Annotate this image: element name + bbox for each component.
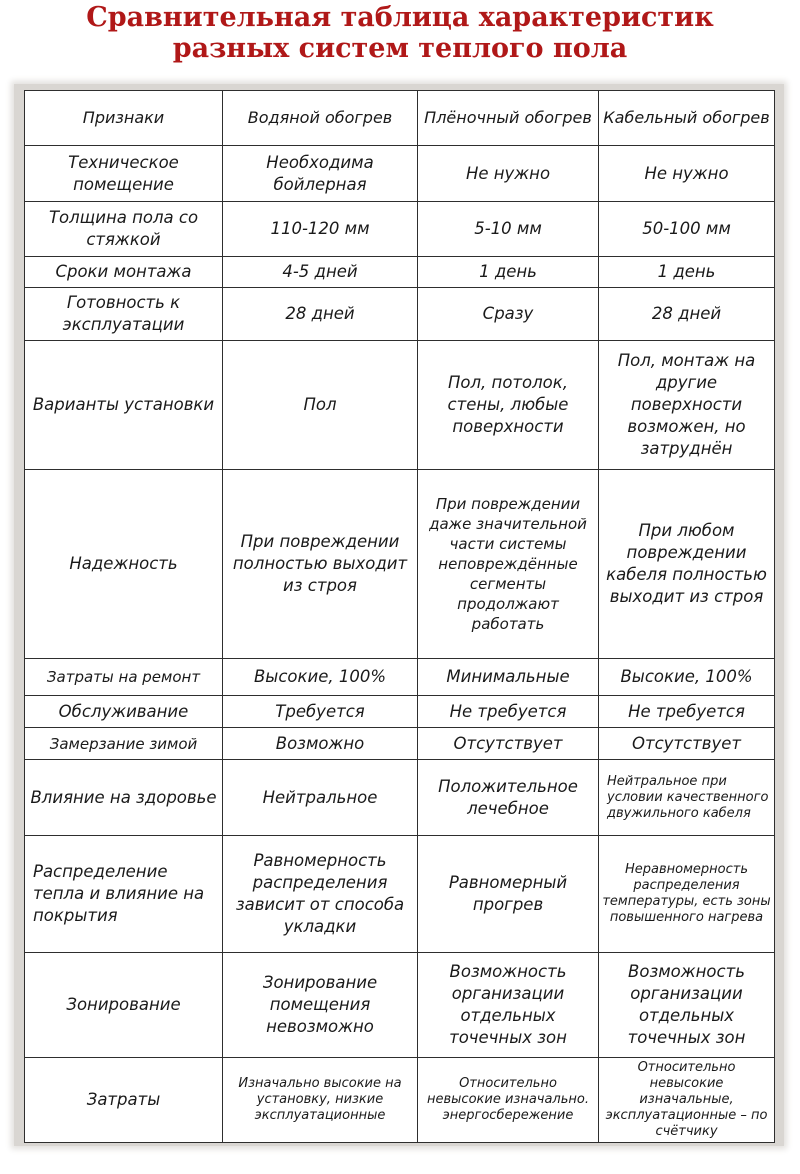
- cell-cable: Высокие, 100%: [599, 659, 775, 696]
- cell-film: Не нужно: [418, 146, 599, 202]
- cell-water: 4-5 дней: [223, 257, 418, 288]
- table-row: [25, 341, 775, 470]
- cell-cable: Возможность организации отдельных точечных зон: [599, 953, 775, 1058]
- cell-film: Равномерный прогрев: [418, 836, 599, 953]
- table-row: [25, 728, 775, 760]
- table-row: [25, 470, 775, 659]
- cell-cable: 28 дней: [599, 288, 775, 341]
- cell-film: Не требуется: [418, 696, 599, 728]
- cell-water: Пол: [223, 341, 418, 470]
- row-label: Надежность: [25, 470, 223, 659]
- row-label: Техническое помещение: [25, 146, 223, 202]
- table-row: [25, 760, 775, 836]
- cell-cable: Отсутствует: [599, 728, 775, 760]
- row-label: Распределение тепла и влияние на покрытия: [25, 836, 223, 953]
- cell-water: Высокие, 100%: [223, 659, 418, 696]
- row-label: Обслуживание: [25, 696, 223, 728]
- cell-cable: 1 день: [599, 257, 775, 288]
- table-row: [25, 1058, 775, 1143]
- header-film: Плёночный обогрев: [418, 91, 599, 146]
- cell-water: Равномерность распределения зависит от способа укладки: [223, 836, 418, 953]
- table-row: [25, 146, 775, 202]
- cell-cable: Не требуется: [599, 696, 775, 728]
- table-row: [25, 836, 775, 953]
- table-row: [25, 659, 775, 696]
- cell-film: Отсутствует: [418, 728, 599, 760]
- cell-film: 1 день: [418, 257, 599, 288]
- row-label: Замерзание зимой: [25, 728, 223, 760]
- row-label: Зонирование: [25, 953, 223, 1058]
- cell-water: 28 дней: [223, 288, 418, 341]
- cell-water: Требуется: [223, 696, 418, 728]
- row-label: Затраты: [25, 1058, 223, 1143]
- cell-film: Возможность организации отдельных точечных зон: [418, 953, 599, 1058]
- cell-cable: Не нужно: [599, 146, 775, 202]
- cell-film: 5-10 мм: [418, 202, 599, 257]
- table-row: [25, 202, 775, 257]
- row-label: Влияние на здоровье: [25, 760, 223, 836]
- cell-cable: При любом повреждении кабеля полностью выходит из строя: [599, 470, 775, 659]
- cell-water: Изначально высокие на установку, низкие эксплуатационные: [223, 1058, 418, 1143]
- header-water: Водяной обогрев: [223, 91, 418, 146]
- cell-cable: 50-100 мм: [599, 202, 775, 257]
- table-row: [25, 288, 775, 341]
- cell-film: Минимальные: [418, 659, 599, 696]
- cell-water: Нейтральное: [223, 760, 418, 836]
- header-criteria: Признаки: [25, 91, 223, 146]
- cell-water: Возможно: [223, 728, 418, 760]
- cell-cable: Относительно невысокие изначальные, эксплуатационные – по счётчику: [599, 1058, 775, 1143]
- cell-water: Необходима бойлерная: [223, 146, 418, 202]
- cell-cable: Неравномерность распределения температуры, есть зоны повышенного нагрева: [599, 836, 775, 953]
- cell-film: Сразу: [418, 288, 599, 341]
- row-label: Варианты установки: [25, 341, 223, 470]
- table-row: [25, 953, 775, 1058]
- comparison-table: [24, 90, 775, 1143]
- table-header-row: [25, 91, 775, 146]
- row-label: Сроки монтажа: [25, 257, 223, 288]
- row-label: Толщина пола со стяжкой: [25, 202, 223, 257]
- header-cable: Кабельный обогрев: [599, 91, 775, 146]
- row-label: Затраты на ремонт: [25, 659, 223, 696]
- cell-film: При повреждении даже значительной части системы неповреждённые сегменты продолжают работать: [418, 470, 599, 659]
- page-title: Сравнительная таблица характеристик разных систем теплого пола: [86, 2, 714, 64]
- cell-cable: Пол, монтаж на другие поверхности возможен, но затруднён: [599, 341, 775, 470]
- table-row: [25, 257, 775, 288]
- cell-film: Положительное лечебное: [418, 760, 599, 836]
- cell-film: Пол, потолок, стены, любые поверхности: [418, 341, 599, 470]
- cell-water: 110-120 мм: [223, 202, 418, 257]
- table-row: [25, 696, 775, 728]
- cell-cable: Нейтральное при условии качественного двужильного кабеля: [599, 760, 775, 836]
- cell-water: Зонирование помещения невозможно: [223, 953, 418, 1058]
- cell-film: Относительно невысокие изначально. энергосбережение: [418, 1058, 599, 1143]
- row-label: Готовность к эксплуатации: [25, 288, 223, 341]
- cell-water: При повреждении полностью выходит из строя: [223, 470, 418, 659]
